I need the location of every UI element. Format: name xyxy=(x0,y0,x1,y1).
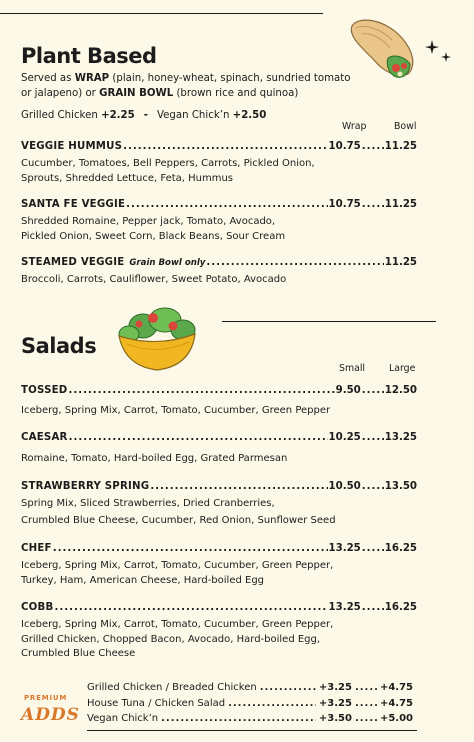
premium-add-vegan-chickn xyxy=(87,713,413,724)
price-wrap: 10.75 xyxy=(328,141,361,152)
dot-leader xyxy=(355,682,377,693)
menu-item-strawberry-spring xyxy=(21,481,417,492)
dot-leader xyxy=(161,713,316,724)
dot-leader xyxy=(126,199,327,210)
menu-item-caesar xyxy=(21,432,417,443)
description-line: Spring Mix, Sliced Strawberries, Dried Cranberries, xyxy=(21,498,275,509)
item-name: STEAMED VEGGIE xyxy=(21,257,125,268)
column-header-small: Small xyxy=(339,363,366,374)
item-name: SANTA FE VEGGIE xyxy=(21,199,126,210)
intro-text: Served as xyxy=(21,73,75,84)
item-description xyxy=(21,404,330,419)
add-price-2: +5.00 xyxy=(379,713,413,724)
price-large: 16.25 xyxy=(384,543,417,554)
menu-item-santa-fe-veggie xyxy=(21,199,417,210)
item-description xyxy=(21,618,333,662)
add-name: House Tuna / Chicken Salad xyxy=(87,698,226,709)
sparkle-icon xyxy=(424,38,454,66)
dot-leader xyxy=(355,698,377,709)
add-price-1: +3.25 xyxy=(318,682,352,693)
description-line: Turkey, Ham, American Cheese, Hard-boiled Egg xyxy=(21,574,265,586)
item-name: STRAWBERRY SPRING xyxy=(21,481,150,492)
menu-item-cobb xyxy=(21,602,417,613)
dot-leader xyxy=(206,257,383,268)
item-name: COBB xyxy=(21,602,54,613)
item-name: TOSSED xyxy=(21,385,68,396)
item-description xyxy=(21,497,336,528)
dot-leader xyxy=(123,141,327,152)
menu-item-veggie-hummus xyxy=(21,141,417,152)
description-line: Pickled Onion, Sweet Corn, Black Beans, Sour Cream xyxy=(21,230,286,242)
wrap-illustration xyxy=(344,16,422,86)
price-small: 10.25 xyxy=(328,432,361,443)
dot-leader xyxy=(228,698,316,709)
column-header-wrap: Wrap xyxy=(342,121,367,132)
dot-leader xyxy=(150,481,327,492)
add-price-1: +3.25 xyxy=(318,698,352,709)
intro-text: (plain, honey-wheat, spinach, sundried tomato xyxy=(109,73,351,84)
addon-name: Grilled Chicken xyxy=(21,110,102,121)
description-line: Broccoli, Carrots, Cauliflower, Sweet Potato, Avocado xyxy=(21,274,287,285)
plant-based-addons xyxy=(21,108,266,123)
description-line: Shredded Romaine, Pepper jack, Tomato, Avocado, xyxy=(21,216,276,227)
adds-label: ADDS xyxy=(21,705,80,725)
top-rule xyxy=(0,13,323,14)
price-small: 9.50 xyxy=(335,385,361,396)
price-large: 16.25 xyxy=(384,602,417,613)
price-large: 12.50 xyxy=(384,385,417,396)
add-price-2: +4.75 xyxy=(379,698,413,709)
add-price-1: +3.50 xyxy=(318,713,352,724)
description-line: Crumbled Blue Cheese xyxy=(21,648,136,659)
item-name: CHEF xyxy=(21,543,52,554)
dot-leader xyxy=(53,543,328,554)
dot-leader xyxy=(260,682,316,693)
description-line: Grilled Chicken, Chopped Bacon, Avocado, Hard-boiled Egg, xyxy=(21,633,321,645)
addon-name: Vegan Chick’n xyxy=(156,110,233,121)
menu-item-steamed-veggie xyxy=(21,257,417,268)
price-wrap: 10.75 xyxy=(328,199,361,210)
add-name: Vegan Chick’n xyxy=(87,713,159,724)
item-note: Grain Bowl only xyxy=(129,258,206,268)
price-small: 10.50 xyxy=(328,481,361,492)
addon-price: +2.50 xyxy=(232,110,267,121)
intro-wrap: WRAP xyxy=(74,73,110,84)
salads-title: Salads xyxy=(21,334,97,358)
add-price-2: +4.75 xyxy=(379,682,413,693)
description-line: Romaine, Tomato, Hard-boiled Egg, Grated Parmesan xyxy=(21,453,288,464)
salad-bowl-illustration xyxy=(113,304,201,376)
intro-text: (brown rice and quinoa) xyxy=(173,88,299,99)
item-name: CAESAR xyxy=(21,432,68,443)
dot-leader xyxy=(355,713,377,724)
salads-rule xyxy=(222,321,436,322)
dot-leader xyxy=(362,385,384,396)
description-line: Iceberg, Spring Mix, Carrot, Tomato, Cucumber, Green Pepper, xyxy=(21,619,334,630)
price-small: 13.25 xyxy=(328,543,361,554)
price-large: 13.50 xyxy=(384,481,417,492)
add-name: Grilled Chicken / Breaded Chicken xyxy=(87,682,257,693)
premium-add-grilled-breaded-chicken xyxy=(87,682,413,693)
dot-leader xyxy=(69,432,328,443)
dot-leader xyxy=(54,602,327,613)
dot-leader xyxy=(68,385,334,396)
dot-leader xyxy=(362,141,384,152)
description-line: Sprouts, Shredded Lettuce, Feta, Hummus xyxy=(21,172,234,184)
item-description xyxy=(21,273,286,288)
addon-price: +2.25 xyxy=(101,110,135,121)
plant-based-title: Plant Based xyxy=(21,44,157,68)
dot-leader xyxy=(362,481,384,492)
plant-based-intro-line-1 xyxy=(21,71,351,86)
item-description xyxy=(21,157,315,186)
item-description xyxy=(21,452,287,467)
dot-leader xyxy=(362,543,384,554)
intro-bowl: GRAIN BOWL xyxy=(99,88,174,99)
column-header-large: Large xyxy=(389,363,416,374)
price-bowl: 11.25 xyxy=(384,141,417,152)
description-line: Cucumber, Tomatoes, Bell Peppers, Carrots, Pickled Onion, xyxy=(21,158,315,169)
price-bowl: 11.25 xyxy=(384,257,417,268)
price-bowl: 11.25 xyxy=(384,199,417,210)
dot-leader xyxy=(362,199,384,210)
dot-leader xyxy=(362,432,384,443)
item-description xyxy=(21,215,285,244)
menu-item-tossed xyxy=(21,385,417,396)
plant-based-intro-line-2 xyxy=(21,86,298,101)
premium-add-tuna-chicken-salad xyxy=(87,698,413,709)
item-name: VEGGIE HUMMUS xyxy=(21,141,123,152)
description-line: Iceberg, Spring Mix, Carrot, Tomato, Cucumber, Green Pepper, xyxy=(21,560,334,571)
column-header-bowl: Bowl xyxy=(394,121,417,132)
bottom-rule xyxy=(87,730,417,731)
dot-leader xyxy=(362,602,384,613)
premium-label: PREMIUM xyxy=(24,694,68,702)
description-line: Iceberg, Spring Mix, Carrot, Tomato, Cucumber, Green Pepper xyxy=(21,405,331,416)
menu-item-chef xyxy=(21,543,417,554)
description-line: Crumbled Blue Cheese, Cucumber, Red Onion, Sunflower Seed xyxy=(21,514,336,526)
addon-separator: - xyxy=(143,110,148,121)
item-description xyxy=(21,559,333,588)
price-small: 13.25 xyxy=(328,602,361,613)
price-large: 13.25 xyxy=(384,432,417,443)
intro-text: or jalapeno) or xyxy=(21,88,100,99)
